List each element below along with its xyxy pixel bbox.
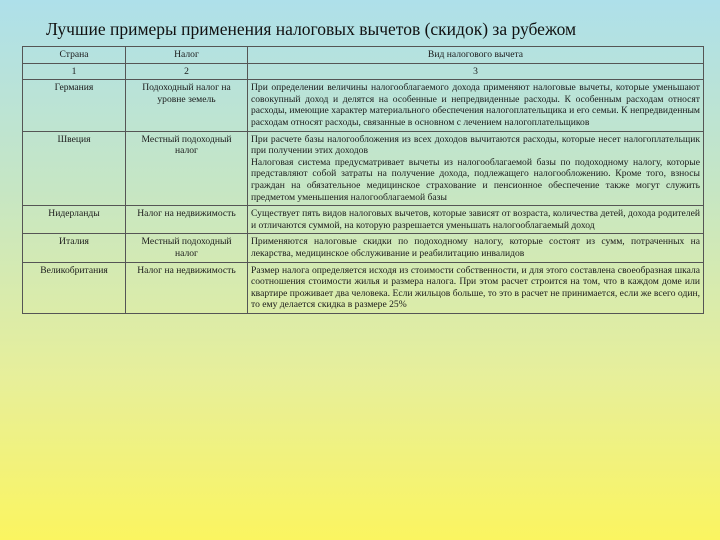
- column-number: 1: [23, 63, 126, 80]
- header-country: Страна: [23, 47, 126, 64]
- country-cell: Великобритания: [23, 262, 126, 313]
- deduction-paragraph: Применяются налоговые скидки по подоходному налогу, которые состоят из сумм, потраченных на лекарства, медицинское обслуживание и реабилитацию инвалидов: [251, 236, 700, 259]
- table-row: [23, 234, 704, 262]
- country-cell: Нидерланды: [23, 206, 126, 234]
- column-number: 3: [248, 63, 704, 80]
- deduction-paragraph: Размер налога определяется исходя из стоимости собственности, и для этого составлена своеобразная шкала соотношения стоимости жилья и размера налога. При этом расчет строится на том, что в каждом доме или квартире проживает два человека. Если жильцов больше, то это в расчет не принимается, если же всего один, то ему делается скидка в размере 25%: [251, 264, 700, 311]
- country-cell: Германия: [23, 80, 126, 131]
- deduction-cell: [248, 80, 704, 131]
- page-title: Лучшие примеры применения налоговых вычетов (скидок) за рубежом: [46, 19, 577, 39]
- tax-cell: Подоходный налог на уровне земель: [126, 80, 248, 131]
- column-number: 2: [126, 63, 248, 80]
- tax-cell: Налог на недвижимость: [126, 206, 248, 234]
- tax-cell: Местный подоходный налог: [126, 234, 248, 262]
- deduction-paragraph: При расчете базы налогообложения из всех доходов вычитаются расходы, которые несет налогоплательщик при получении этих доходов: [251, 133, 700, 157]
- deduction-cell: [248, 206, 704, 234]
- deduction-cell: [248, 234, 704, 262]
- table-row: [23, 262, 704, 313]
- country-cell: Швеция: [23, 131, 126, 206]
- deduction-paragraph: Существует пять видов налоговых вычетов, которые зависят от возраста, количества детей, дохода родителей и отличаются суммой, на которую разрешается уменьшать налогооблагаемый доход: [251, 208, 700, 231]
- tax-cell: Местный подоходный налог: [126, 131, 248, 206]
- table-header-row: [23, 47, 704, 64]
- deduction-paragraph: Налоговая система предусматривает вычеты из налогооблагаемой базы по подоходному налогу, которые представляют собой затраты на получение дохода, подлежащего налогообложению. Кроме того, взносы граждан на обязательное медицинское страхование и пенсионное обеспечение также могут служить предметом уменьшения налогооблагаемой базы: [251, 156, 700, 203]
- tax-cell: Налог на недвижимость: [126, 262, 248, 313]
- tax-deductions-table: [22, 46, 704, 314]
- table-row: [23, 80, 704, 131]
- deduction-cell: [248, 262, 704, 313]
- deduction-paragraph: При определении величины налогооблагаемого дохода применяют налоговые вычеты, которые уменьшают совокупный доход и делятся на особенные и непредвиденные расходы. К особенным расходам относят расходы, имеющие характер материального обеспечения налогоплательщика и его семьи. К непредвиденным расходам относят расходы, связанные в основном с лечением налогоплательщиков: [251, 82, 700, 128]
- table-row: [23, 131, 704, 206]
- header-deduction-type: Вид налогового вычета: [248, 47, 704, 64]
- country-cell: Италия: [23, 234, 126, 262]
- deduction-cell: [248, 131, 704, 206]
- column-number-row: [23, 63, 704, 80]
- table-row: [23, 206, 704, 234]
- header-tax: Налог: [126, 47, 248, 64]
